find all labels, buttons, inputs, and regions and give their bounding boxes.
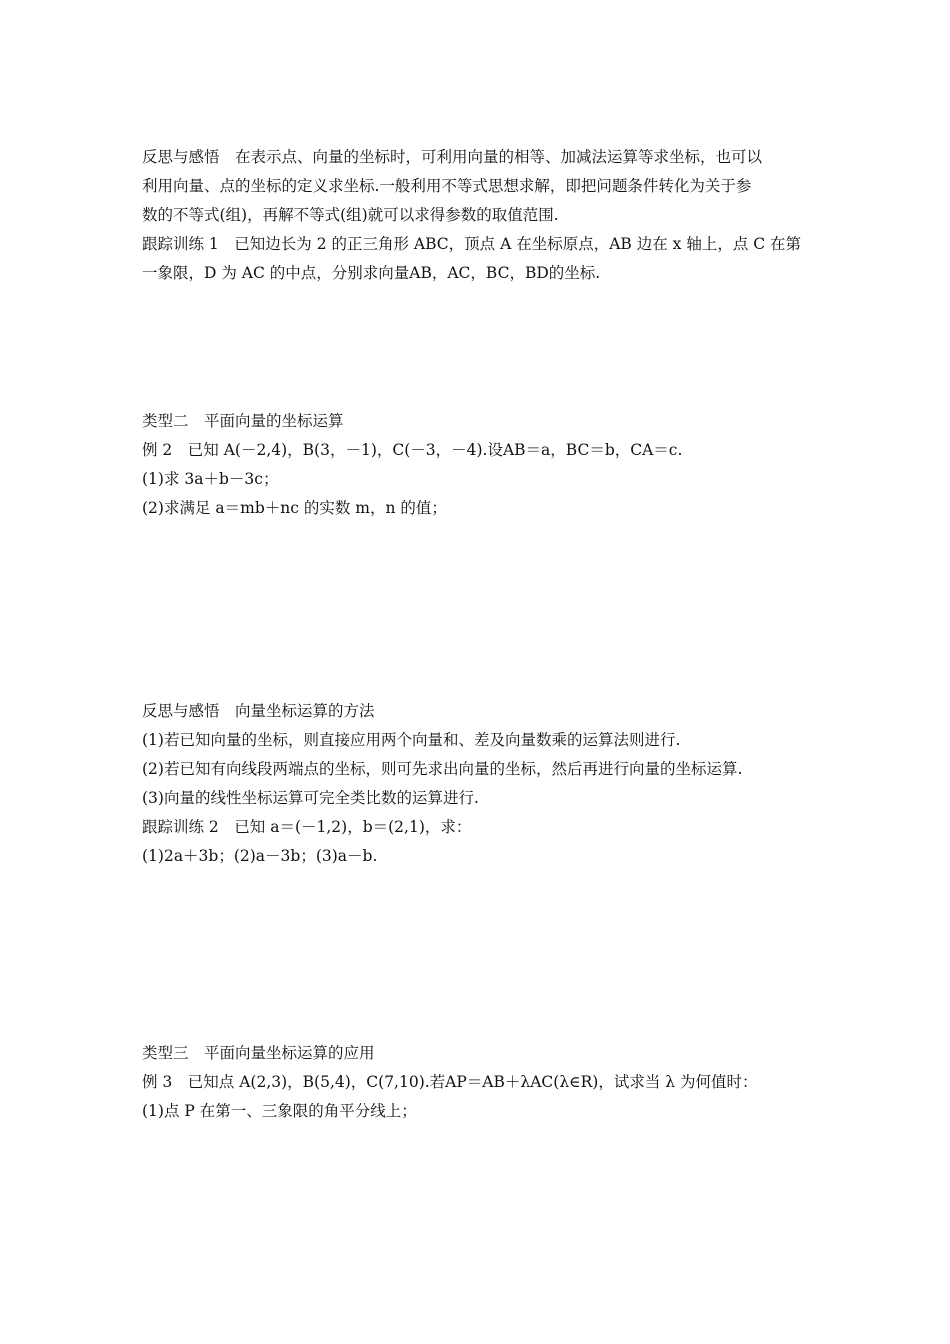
reflection-line: 利用向量、点的坐标的定义求坐标.一般利用不等式思想求解，即把问题条件转化为关于参	[142, 177, 752, 195]
example-3-question-1: (1)点 P 在第一、三象限的角平分线上；	[142, 1102, 417, 1120]
reflection-2-item: (3)向量的线性坐标运算可完全类比数的运算进行.	[142, 789, 479, 807]
training-1-line: 跟踪训练 1 已知边长为 2 的正三角形 ABC，顶点 A 在坐标原点，AB 边在 x 轴上，点 C 在第	[142, 235, 802, 253]
reflection-2-item: (1)若已知向量的坐标，则直接应用两个向量和、差及向量数乘的运算法则进行.	[142, 731, 681, 749]
training-2-questions: (1)2a＋3b；(2)a－3b；(3)a－b.	[142, 847, 378, 865]
reflection-section-1	[142, 143, 814, 288]
example-2-question-1: (1)求 3a＋b－3c；	[142, 470, 279, 488]
type-3-section	[142, 1039, 814, 1126]
reflection-section-2	[142, 697, 814, 871]
type-2-section	[142, 407, 814, 523]
training-2-line: 跟踪训练 2 已知 a＝(－1,2)，b＝(2,1)，求：	[142, 818, 472, 836]
reflection-line: 数的不等式(组)，再解不等式(组)就可以求得参数的取值范围.	[142, 206, 559, 224]
reflection-2-item: (2)若已知有向线段两端点的坐标，则可先求出向量的坐标，然后再进行向量的坐标运算.	[142, 760, 743, 778]
example-2-question-2: (2)求满足 a＝mb＋nc 的实数 m，n 的值；	[142, 499, 447, 517]
reflection-line: 反思与感悟 在表示点、向量的坐标时，可利用向量的相等、加减法运算等求坐标，也可以	[142, 148, 763, 166]
type-3-heading: 类型三 平面向量坐标运算的应用	[142, 1044, 375, 1062]
example-2-text: 例 2 已知 A(－2,4)，B(3，－1)，C(－3，－4).设AB＝a，BC＝b，CA＝c.	[142, 441, 683, 459]
training-1-line: 一象限，D 为 AC 的中点，分别求向量AB，AC，BC，BD的坐标.	[142, 264, 601, 282]
type-2-heading: 类型二 平面向量的坐标运算	[142, 412, 344, 430]
example-3-text: 例 3 已知点 A(2,3)，B(5,4)，C(7,10).若AP＝AB＋λAC(λ∈R)，试求当 λ 为何值时：	[142, 1073, 758, 1091]
reflection-2-heading: 反思与感悟 向量坐标运算的方法	[142, 702, 375, 720]
